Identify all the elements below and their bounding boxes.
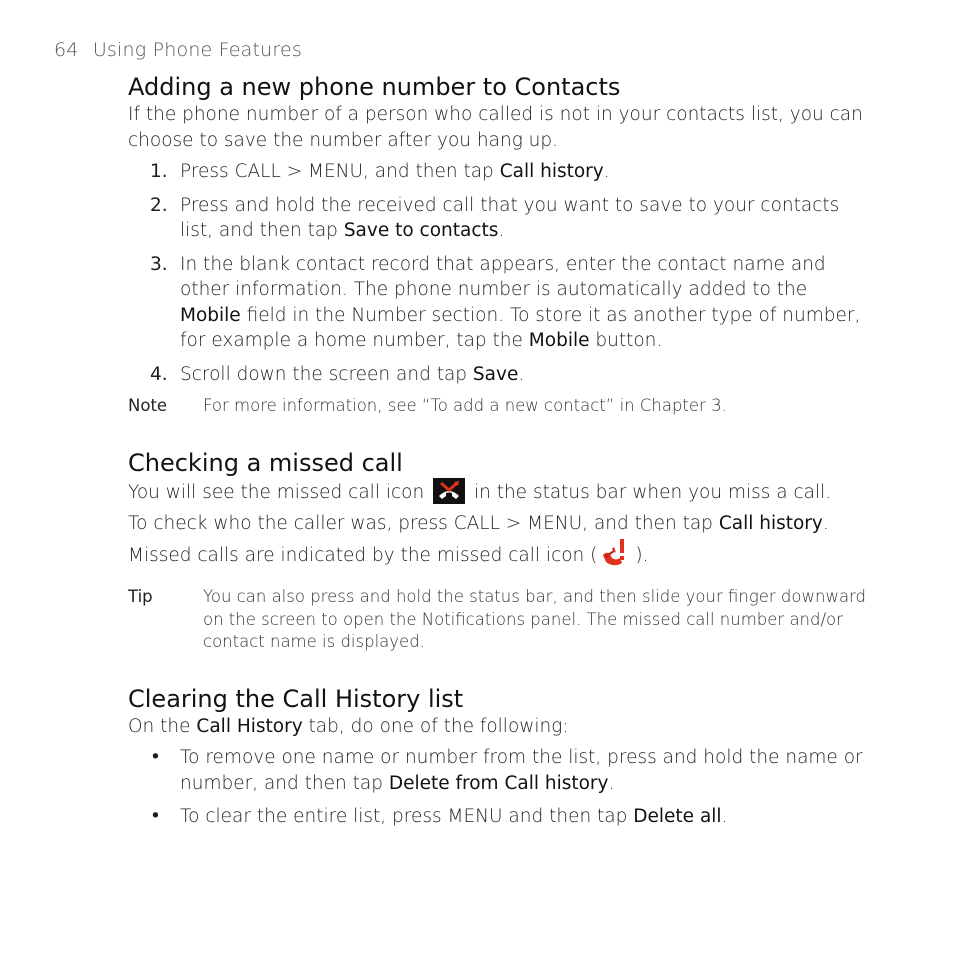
body-text: . Missed calls are indicated by the missed call icon ( <box>128 513 829 566</box>
bullet-text: . <box>608 772 615 794</box>
bullet-text: To remove one name or number from the list, press and hold the name or number, and then tap <box>180 747 863 794</box>
bullet-marker: • <box>150 806 161 827</box>
bullet-item <box>128 804 868 830</box>
step-item <box>128 252 868 354</box>
body-text: tab, do one of the following: <box>302 715 569 737</box>
ui-term: Save <box>472 363 519 385</box>
missed-call-list-icon <box>600 537 632 575</box>
ui-term: Call history <box>499 161 604 182</box>
tip-label: Tip <box>128 587 153 606</box>
section1-steps <box>128 159 868 387</box>
section-title-clear-history: Clearing the Call History list <box>128 684 464 713</box>
step-text: Press CALL > MENU, and then tap <box>180 161 500 182</box>
ui-term: Call History <box>196 715 303 737</box>
ui-term: Delete from Call history <box>388 772 609 794</box>
tip-text: You can also press and hold the status bar, and then slide your finger downward on the screen to open the Notifications panel. The missed call number and/or contact name is displayed. <box>203 587 867 651</box>
ui-term: Mobile <box>528 330 590 351</box>
section2-para1 <box>128 478 868 512</box>
section2-para2 <box>128 511 868 574</box>
note-block <box>128 395 868 418</box>
step-number: 4. <box>150 363 168 385</box>
step-text: In the blank contact record that appears, enter the contact name and other information. The phone number is automatically added to the <box>180 253 826 300</box>
bullet-text: To clear the entire list, press MENU and then tap <box>180 806 634 827</box>
section-title-add-number: Adding a new phone number to Contacts <box>128 73 621 101</box>
ui-term: Save to contacts <box>343 220 499 241</box>
step-item <box>128 159 868 185</box>
ui-term: Mobile <box>180 304 241 326</box>
step-text: Press and hold the received call that you want to save to your contacts list, and then tap <box>180 194 840 241</box>
bullet-item <box>128 745 868 796</box>
tip-block <box>128 586 868 654</box>
step-number: 3. <box>150 253 168 275</box>
step-text: . <box>603 161 610 182</box>
body-text: in the status bar when you miss a call. <box>468 481 832 503</box>
ui-term: Delete all <box>633 806 722 827</box>
body-text: You will see the missed call icon <box>128 481 431 503</box>
ui-term: Call history <box>718 513 823 534</box>
note-text: For more information, see “To add a new contact” in Chapter 3. <box>203 396 727 415</box>
section3-bullets <box>128 745 868 830</box>
note-label: Note <box>128 396 168 415</box>
section-title-missed-call: Checking a missed call <box>128 448 403 477</box>
step-text: button. <box>589 330 663 351</box>
step-number: 1. <box>150 161 168 182</box>
bullet-marker: • <box>150 747 161 768</box>
step-text: . <box>518 363 525 385</box>
body-text: ). <box>635 544 649 566</box>
body-text: On the <box>128 715 197 737</box>
section3-intro <box>128 714 868 740</box>
body-text: To check who the caller was, press CALL > MENU, and then tap <box>128 513 719 534</box>
step-text: field in the Number section. To store it as another type of number, for example a home number, tap the <box>180 304 861 351</box>
step-item <box>128 193 868 244</box>
missed-call-statusbar-icon <box>433 478 465 512</box>
section1-intro: If the phone number of a person who called is not in your contacts list, you can choose to save the number after you hang up. <box>128 104 863 151</box>
step-number: 2. <box>150 194 168 216</box>
page-number: 64 <box>54 39 79 61</box>
chapter-title: Using Phone Features <box>92 39 302 61</box>
step-text: Scroll down the screen and tap <box>180 363 473 385</box>
step-item <box>128 362 868 388</box>
bullet-text: . <box>721 806 728 827</box>
step-text: . <box>498 220 505 241</box>
running-head <box>54 39 302 61</box>
page-content <box>128 72 868 838</box>
